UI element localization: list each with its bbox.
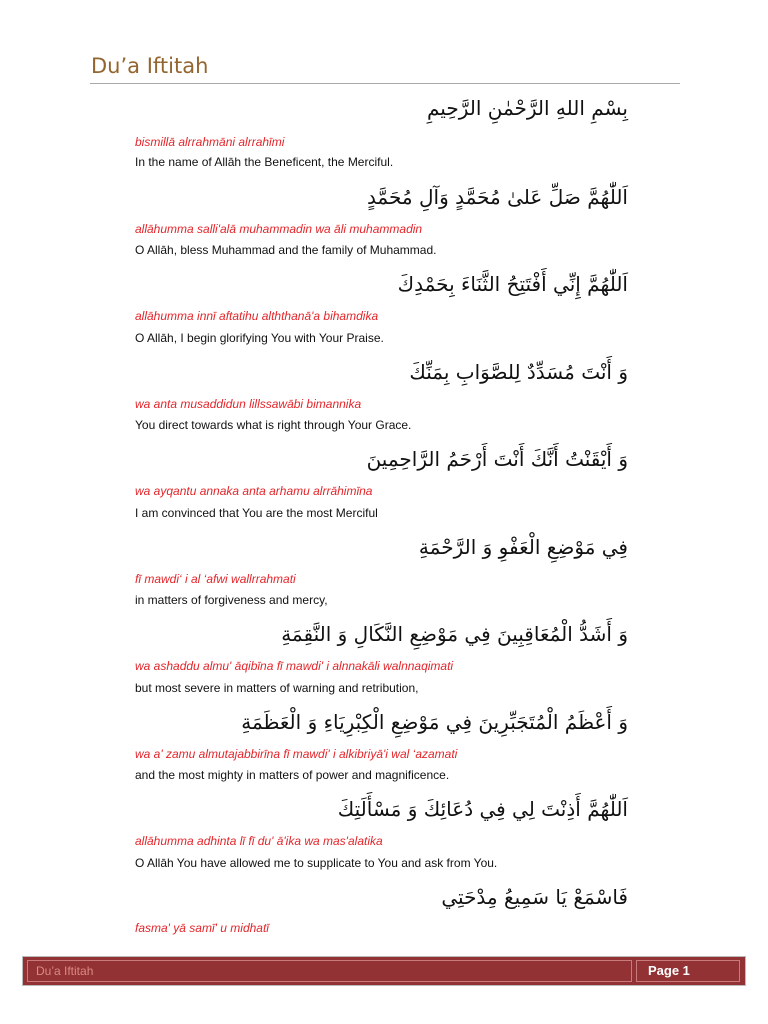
footer-title-cell — [27, 960, 632, 982]
verse-5-transliteration: wa ayqantu annaka anta arhamu alrrāhimīna — [135, 484, 373, 498]
verse-4-transliteration: wa anta musaddidun lillssawābi bimannika — [135, 397, 362, 411]
document-title: Du’a Iftitah — [91, 54, 209, 78]
verse-3-arabic: اَللّٰهُمَّ إِنِّي أَفْتَتِحُ الثَّنَاءَ بِحَمْدِكَ — [397, 272, 628, 296]
verse-9-translation: O Allāh You have allowed me to supplicate to You and ask from You. — [135, 856, 498, 870]
verse-2-arabic: اَللّٰهُمَّ صَلِّ عَلىٰ مُحَمَّدٍ وَآلِ مُحَمَّدٍ — [366, 185, 628, 209]
verse-6-arabic: فِي مَوْضِعِ الْعَفْوِ وَ الرَّحْمَةِ — [418, 535, 628, 559]
verse-2-transliteration: allāhumma salli'alā muhammadin wa āli muhammadin — [135, 222, 423, 236]
verse-8-translation: and the most mighty in matters of power and magnificence. — [135, 768, 450, 782]
verse-7-transliteration: wa ashaddu almu' āqibīna fī mawdi' i alnnakāli walnnaqimati — [135, 659, 454, 673]
verse-3-transliteration: allāhumma innī aftatihu alththanā'a bihamdika — [135, 309, 379, 323]
page-footer — [22, 956, 746, 986]
verse-6-translation: in matters of forgiveness and mercy, — [135, 593, 328, 607]
verse-6-transliteration: fī mawdi‘ i al ‘afwi wallrrahmati — [135, 572, 296, 586]
verse-7-arabic: وَ أَشَدُّ الْمُعَاقِبِينَ فِي مَوْضِعِ النَّكَالِ وَ النَّقِمَةِ — [281, 622, 628, 646]
verse-1-translation: In the name of Allāh the Beneficent, the Merciful. — [135, 155, 394, 169]
verse-7-translation: but most severe in matters of warning and retribution, — [135, 681, 419, 695]
verse-8-transliteration: wa a' zamu almutajabbirīna fī mawdi' i alkibriyā'i wal ‘azamati — [135, 747, 458, 761]
verse-9-arabic: اَللّٰهُمَّ أَذِنْتَ لِي فِي دُعَائِكَ وَ مَسْأَلَتِكَ — [337, 797, 628, 821]
verse-9-transliteration: allāhumma adhinta lī fī du' ā'ika wa mas'alatika — [135, 834, 383, 848]
footer-document-title: Du’a Iftitah — [36, 964, 94, 978]
verse-10-transliteration: fasma' yā samī' u midhatī — [135, 921, 269, 935]
verse-2-translation: O Allāh, bless Muhammad and the family of Muhammad. — [135, 243, 437, 257]
verse-1-transliteration: bismillā alrrahmāni alrrahīmi — [135, 135, 285, 149]
verse-8-arabic: وَ أَعْظَمُ الْمُتَجَبِّرِينَ فِي مَوْضِعِ الْكِبْرِيَاءِ وَ الْعَظَمَةِ — [241, 710, 628, 734]
verse-3-translation: O Allāh, I begin glorifying You with Your Praise. — [135, 331, 384, 345]
verse-4-arabic: وَ أَنْتَ مُسَدِّدٌ لِلصَّوَابِ بِمَنِّكَ — [409, 360, 628, 384]
verse-4-translation: You direct towards what is right through Your Grace. — [135, 418, 412, 432]
verse-5-arabic: وَ أَيْقَنْتُ أَنَّكَ أَنْتَ أَرْحَمُ الرَّاحِمِينَ — [366, 447, 628, 471]
page-number: Page 1 — [648, 963, 690, 978]
verse-10-arabic: فَاسْمَعْ يَا سَمِيعُ مِدْحَتِي — [441, 885, 628, 909]
verse-1-arabic: بِسْمِ اللهِ الرَّحْمٰنِ الرَّحِيمِ — [426, 96, 628, 120]
verse-5-translation: I am convinced that You are the most Merciful — [135, 506, 378, 520]
